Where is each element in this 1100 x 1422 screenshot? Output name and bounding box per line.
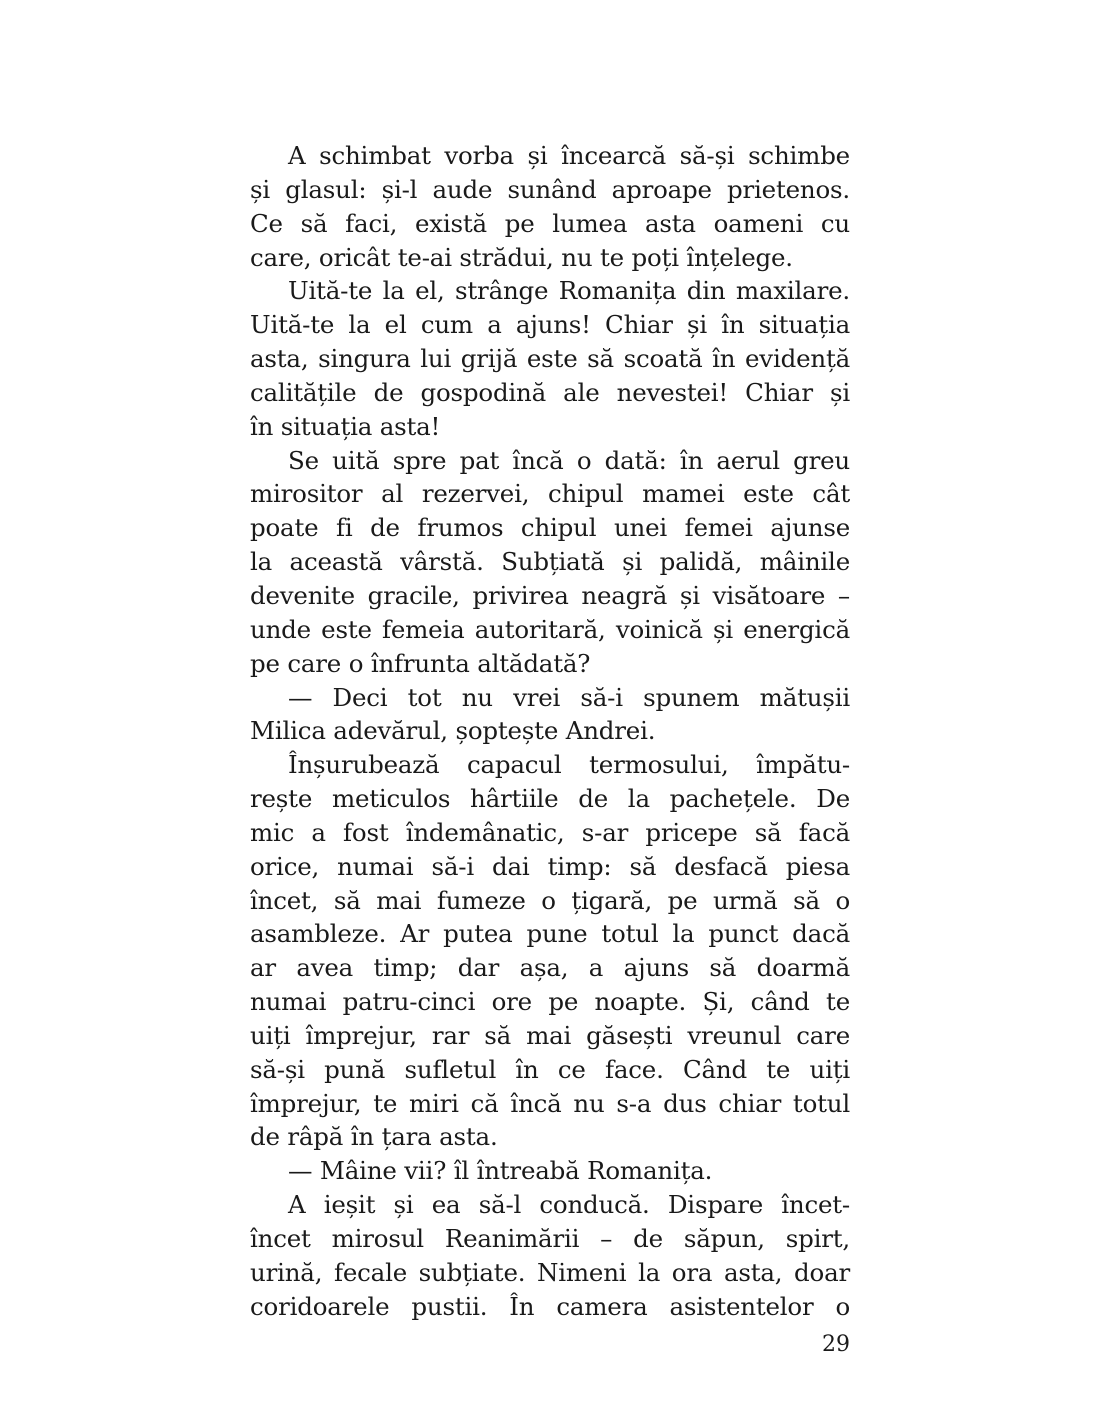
text-line: ar avea timp; dar așa, a ajuns să doarmă <box>250 953 850 983</box>
text-line: poate fi de frumos chipul unei femei ajunse <box>250 513 850 543</box>
text-line: calitățile de gospodină ale nevestei! Chiar și <box>250 377 850 407</box>
text-line: Uită-te la el cum a ajuns! Chiar și în situația <box>250 310 850 340</box>
paragraph-first-line: — Mâine vii? îl întreabă Romanița. <box>288 1156 713 1186</box>
text-line: Milica adevărul, șoptește Andrei. <box>250 716 656 746</box>
text-line: care, oricât te-ai strădui, nu te poți înțelege. <box>250 242 793 272</box>
text-line: împrejur, te miri că încă nu s-a dus chiar totul <box>250 1088 850 1118</box>
paragraph-first-line: A schimbat vorba și încearcă să-și schimbe <box>288 141 850 170</box>
text-line: încet, să mai fumeze o țigară, pe urmă să o <box>250 885 850 915</box>
text-line: Ce să faci, există pe lumea asta oameni cu <box>250 208 850 238</box>
text-line: să-și pună sufletul în ce face. Când te uiți <box>250 1054 850 1084</box>
paragraph-first-line: Uită-te la el, strânge Romanița din maxilare. <box>288 276 850 306</box>
text-line: încet mirosul Reanimării – de săpun, spirt, <box>250 1224 850 1253</box>
paragraph-first-line: — Deci tot nu vrei să-i spunem mătușii <box>288 682 850 712</box>
text-line: uiți împrejur, rar să mai găsești vreunul care <box>250 1020 850 1050</box>
text-line: rește meticulos hârtiile de la pachețele. De <box>250 784 850 814</box>
paragraph-first-line: A ieșit și ea să-l conducă. Dispare încet- <box>288 1190 850 1220</box>
text-line: asambleze. Ar putea pune totul la punct dacă <box>250 919 850 949</box>
text-line: pe care o înfrunta altădată? <box>250 648 591 678</box>
text-line: și glasul: și-l aude sunând aproape prietenos. <box>250 174 850 204</box>
text-line: unde este femeia autoritară, voinică și energică <box>250 614 850 644</box>
text-line: numai patru-cinci ore pe noapte. Și, când te <box>250 987 850 1017</box>
body-text <box>250 139 850 1324</box>
paragraph-first-line: Înșurubează capacul termosului, împătu- <box>288 750 850 780</box>
text-line: coridoarele pustii. În camera asistentelor o <box>250 1291 850 1321</box>
text-line: asta, singura lui grijă este să scoată în evidență <box>250 344 850 374</box>
text-line: orice, numai să-i dai timp: să desfacă piesa <box>250 851 850 881</box>
text-line: mic a fost îndemânatic, s-ar pricepe să facă <box>250 817 850 847</box>
text-line: mirositor al rezervei, chipul mamei este cât <box>250 479 850 509</box>
text-line: în situația asta! <box>250 411 441 441</box>
page-number: 29 <box>822 1332 850 1357</box>
text-line: devenite gracile, privirea neagră și visătoare – <box>250 580 850 610</box>
text-line: la această vârstă. Subțiată și palidă, mâinile <box>250 547 850 577</box>
text-line: de râpă în țara asta. <box>250 1122 498 1152</box>
text-line: urină, fecale subțiate. Nimeni la ora asta, doar <box>250 1257 850 1287</box>
paragraph-first-line: Se uită spre pat încă o dată: în aerul greu <box>288 445 850 475</box>
